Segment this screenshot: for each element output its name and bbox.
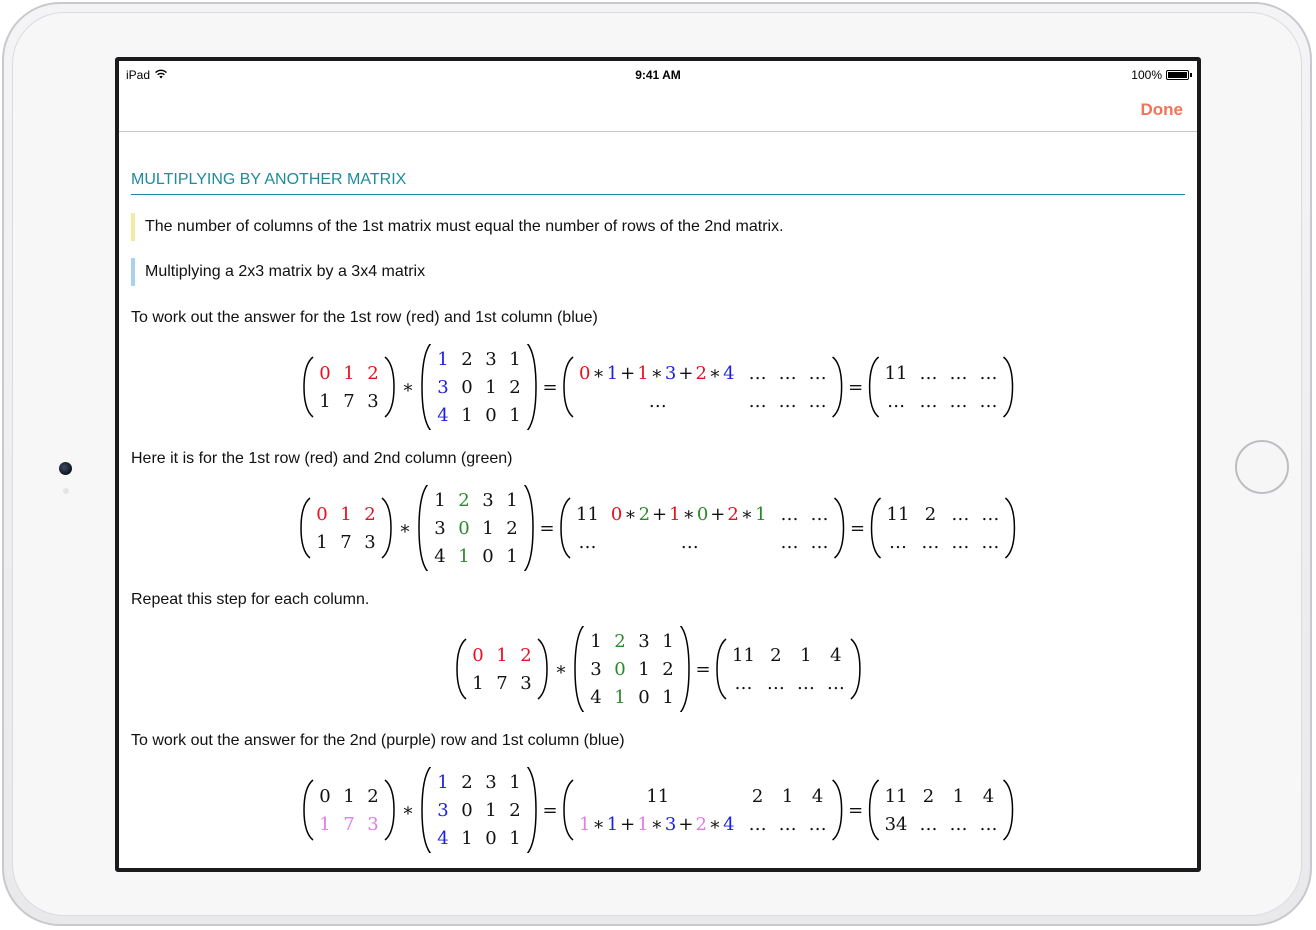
expression-term: 3 [664,363,676,384]
matrix-3 [422,344,536,430]
matrix-left-bracket [869,780,878,840]
home-button[interactable] [1235,440,1289,494]
expression-term: + [677,814,693,835]
expression-term: ∗ [624,504,637,525]
matrix-cell: … [748,391,767,412]
equals-operator: = [849,518,866,539]
equals-operator: = [541,800,558,821]
equation-4 [131,767,1185,853]
matrix-cell: 2 [506,518,518,539]
matrix-left-bracket [304,780,313,840]
matrix-left-bracket [419,485,428,571]
matrix-cell: 1 [508,772,521,793]
matrix-cell: 2 [460,772,473,793]
expression-term: 1 [669,504,681,525]
matrix-cell: 2 [922,786,934,807]
matrix-cell: 1 [436,772,449,793]
matrix-cell: 3 [519,673,532,694]
matrix-left-bracket [561,498,570,558]
matrix-cell: 1 [436,349,449,370]
matrix-7 [869,357,1012,417]
matrix-cell: … [748,814,767,835]
matrix-cell: 4 [436,405,449,426]
equation-2-svg [294,485,1022,571]
matrix-cell: 7 [495,673,508,694]
matrix-cell: 1 [434,490,446,511]
expression-term: 2 [694,363,707,384]
matrix-cell: 1 [342,363,355,384]
matrix-3 [419,485,533,571]
expression-term: + [652,504,668,525]
multiply-operator: ∗ [554,659,567,680]
matrix-cell: … [733,673,752,694]
matrix-cell: 1 [482,518,494,539]
equation-3-svg [450,626,867,712]
matrix-right-bracket [832,357,841,417]
matrix-cell: 11 [731,645,755,666]
matrix-5 [561,498,844,558]
expression-term: 2 [694,814,707,835]
matrix-cell: … [979,391,998,412]
matrix-cell: … [680,532,699,553]
matrix-left-bracket [457,639,466,699]
expression-term: 3 [664,814,676,835]
matrix-cell: … [796,673,815,694]
expression-term: ∗ [708,814,721,835]
multiply-operator: ∗ [401,800,414,821]
matrix-cell: … [648,391,667,412]
matrix-cell: … [578,532,597,553]
matrix-5 [564,357,842,417]
matrix-right-bracket [1005,498,1014,558]
matrix-cell: 1 [458,546,470,567]
matrix-cell: 0 [637,687,650,708]
matrix-cell: 1 [661,687,674,708]
section-title: MULTIPLYING BY ANOTHER MATRIX [131,171,1185,195]
matrix-cell: 11 [645,786,669,807]
matrix-cell: 3 [434,518,446,539]
matrix-cell: … [748,363,767,384]
matrix-cell: 2 [364,504,376,525]
matrix-cell: 3 [589,659,602,680]
matrix-cell: 2 [519,645,532,666]
expression-term: 2 [727,504,739,525]
matrix-cell: 1 [460,828,473,849]
app-view [119,61,1197,868]
battery-icon [1166,70,1189,80]
matrix-cell: 3 [484,772,497,793]
matrix-cell: 2 [613,631,626,652]
expression-term: 1 [606,814,618,835]
expression-cell [579,814,735,835]
matrix-right-bracket [680,626,689,712]
matrix-cell: 2 [460,349,473,370]
matrix-cell: 1 [637,659,650,680]
expression-cell [579,363,735,384]
matrix-cell: 7 [340,532,352,553]
matrix-1 [457,639,547,699]
matrix-cell: … [919,814,938,835]
matrix-cell: 1 [318,814,331,835]
battery-percent: 100% [1131,68,1162,82]
matrix-1 [304,357,394,417]
matrix-cell: 11 [886,504,910,525]
matrix-right-bracket [835,498,844,558]
matrix-cell: 1 [342,786,355,807]
equation-1-svg [297,344,1020,430]
matrix-cell: … [778,814,797,835]
matrix-left-bracket [304,357,313,417]
matrix-cell: 3 [484,349,497,370]
multiply-operator: ∗ [398,518,412,539]
step4-text: To work out the answer for the 2nd (purple) row and 1st column (blue) [131,732,625,749]
expression-term: 0 [610,504,623,525]
matrix-cell: 1 [506,546,518,567]
status-right [1131,68,1189,82]
front-camera [59,462,72,475]
matrix-cell: … [888,532,907,553]
light-sensor [63,488,69,494]
matrix-cell: 1 [589,631,602,652]
done-button[interactable]: Done [1140,100,1183,119]
matrix-cell: 1 [799,645,812,666]
matrix-cell: 0 [484,405,497,426]
equation-2 [131,485,1185,571]
matrix-cell: 1 [484,377,497,398]
step3-text: Repeat this step for each column. [131,591,370,608]
matrix-cell: 0 [460,800,473,821]
matrix-7 [872,498,1015,558]
matrix-cell: 1 [316,532,328,553]
note-example: Multiplying a 2x3 matrix by a 3x4 matrix [131,258,425,286]
status-bar [119,61,1197,85]
step1-text: To work out the answer for the 1st row (red) and 1st column (blue) [131,309,598,326]
step2-text: Here it is for the 1st row (red) and 2nd column (green) [131,450,513,467]
expression-term: 1 [636,363,649,384]
note-columns: The number of columns of the 1st matrix must equal the number of rows of the 2nd matrix. [131,213,784,241]
matrix-cell: 2 [661,659,674,680]
matrix-right-bracket [385,780,394,840]
expression-term: ∗ [682,504,695,525]
matrix-cell: 2 [508,800,521,821]
matrix-cell: 4 [982,786,994,807]
equals-operator: = [847,377,863,398]
matrix-right-bracket [385,357,394,417]
matrix-3 [575,626,689,712]
matrix-cell: 3 [364,532,376,553]
expression-term: ∗ [591,363,605,384]
matrix-cell: 7 [342,391,355,412]
expression-term: + [619,363,635,384]
matrix-cell: 2 [751,786,763,807]
matrix-cell: 4 [436,828,449,849]
matrix-cell: … [949,814,968,835]
matrix-cell: 7 [342,814,355,835]
matrix-left-bracket [301,498,310,558]
matrix-cell: 4 [811,786,823,807]
matrix-cell: 1 [484,800,497,821]
matrix-right-bracket [527,767,536,853]
matrix-cell: … [780,504,799,525]
matrix-left-bracket [575,626,584,712]
expression-term: 1 [606,363,618,384]
expression-term: + [619,814,635,835]
matrix-right-bracket [524,485,533,571]
matrix-cell: 1 [318,391,331,412]
matrix-cell: … [979,814,998,835]
matrix-cell: 0 [460,377,473,398]
matrix-cell: … [808,814,827,835]
matrix-right-bracket [538,639,547,699]
expression-term: ∗ [740,504,754,525]
matrix-cell: 34 [884,814,908,835]
matrix-cell: 0 [318,786,331,807]
matrix-7 [869,780,1012,840]
matrix-cell: 11 [884,363,908,384]
equals-operator: = [694,659,711,680]
matrix-right-bracket [527,344,536,430]
matrix-left-bracket [869,357,878,417]
matrix-cell: 1 [952,786,964,807]
matrix-cell: 1 [508,828,521,849]
matrix-1 [304,780,394,840]
matrix-5 [717,639,860,699]
equals-operator: = [847,800,863,821]
matrix-left-bracket [422,344,431,430]
expression-term: 0 [696,504,709,525]
matrix-cell: 1 [495,645,508,666]
expression-term: ∗ [591,814,605,835]
equals-operator: = [539,518,555,539]
matrix-cell: 0 [458,518,470,539]
matrix-cell: 2 [458,490,470,511]
matrix-cell: 3 [436,800,449,821]
matrix-cell: … [921,532,940,553]
matrix-cell: 11 [576,504,599,525]
matrix-cell: 2 [366,786,379,807]
matrix-cell: 1 [661,631,674,652]
matrix-3 [422,767,536,853]
matrix-cell: … [808,363,827,384]
matrix-cell: 4 [589,687,602,708]
expression-term: 1 [578,814,590,835]
matrix-cell: … [886,391,905,412]
matrix-cell: 0 [471,645,484,666]
matrix-cell: 1 [471,673,484,694]
expression-term: ∗ [650,814,663,835]
expression-term: ∗ [650,363,663,384]
expression-term: 4 [722,363,735,384]
expression-term: 2 [638,504,651,525]
matrix-cell: 1 [460,405,473,426]
matrix-cell: 1 [506,490,518,511]
matrix-cell: 2 [924,504,937,525]
matrix-cell: 1 [613,687,626,708]
matrix-cell: … [826,673,845,694]
matrix-cell: … [919,391,938,412]
matrix-left-bracket [564,780,573,840]
equation-3 [131,626,1185,712]
expression-term: 0 [578,363,590,384]
matrix-cell: 1 [508,349,521,370]
matrix-cell: 3 [436,377,449,398]
equation-4-svg [297,767,1020,853]
matrix-cell: … [951,504,970,525]
expression-term: + [710,504,726,525]
matrix-cell: … [780,532,799,553]
matrix-cell: … [778,391,797,412]
matrix-cell: 3 [637,631,650,652]
matrix-cell: 3 [482,490,494,511]
matrix-cell: 4 [829,645,842,666]
matrix-cell: … [949,363,968,384]
matrix-cell: 11 [884,786,908,807]
matrix-cell: 0 [613,659,626,680]
equals-operator: = [541,377,558,398]
matrix-cell: … [981,504,1000,525]
matrix-cell: 3 [366,814,379,835]
matrix-cell: 2 [366,363,379,384]
expression-term: + [677,363,693,384]
matrix-cell: … [949,391,968,412]
matrix-right-bracket [832,780,841,840]
expression-term: ∗ [708,363,721,384]
matrix-cell: 2 [769,645,782,666]
matrix-cell: 0 [316,504,328,525]
matrix-cell: 2 [508,377,521,398]
matrix-cell: 1 [781,786,793,807]
matrix-cell: … [766,673,785,694]
matrix-cell: … [951,532,970,553]
matrix-left-bracket [872,498,881,558]
matrix-right-bracket [850,639,859,699]
matrix-cell: … [778,363,797,384]
matrix-cell: 3 [366,391,379,412]
matrix-cell: … [810,504,829,525]
matrix-left-bracket [422,767,431,853]
screen [115,57,1201,872]
expression-term: 4 [722,814,735,835]
device-name: iPad [126,68,151,82]
matrix-cell: … [810,532,829,553]
multiply-operator: ∗ [401,377,414,398]
matrix-5 [564,780,842,840]
navigation-bar [119,85,1197,132]
matrix-left-bracket [717,639,726,699]
matrix-right-bracket [1003,780,1012,840]
matrix-cell: … [981,532,1000,553]
matrix-cell: 4 [434,546,446,567]
matrix-right-bracket [382,498,391,558]
matrix-cell: … [808,391,827,412]
matrix-1 [301,498,391,558]
expression-cell [611,504,767,525]
expression-term: 1 [755,504,767,525]
matrix-right-bracket [1003,357,1012,417]
matrix-cell: 1 [508,405,521,426]
clock: 9:41 AM [635,68,681,82]
matrix-left-bracket [564,357,573,417]
matrix-cell: 0 [482,546,494,567]
matrix-cell: … [979,363,998,384]
equation-1 [131,344,1185,430]
matrix-cell: … [919,363,938,384]
expression-term: 1 [636,814,649,835]
matrix-cell: 1 [340,504,352,525]
matrix-cell: 0 [318,363,331,384]
matrix-cell: 0 [484,828,497,849]
